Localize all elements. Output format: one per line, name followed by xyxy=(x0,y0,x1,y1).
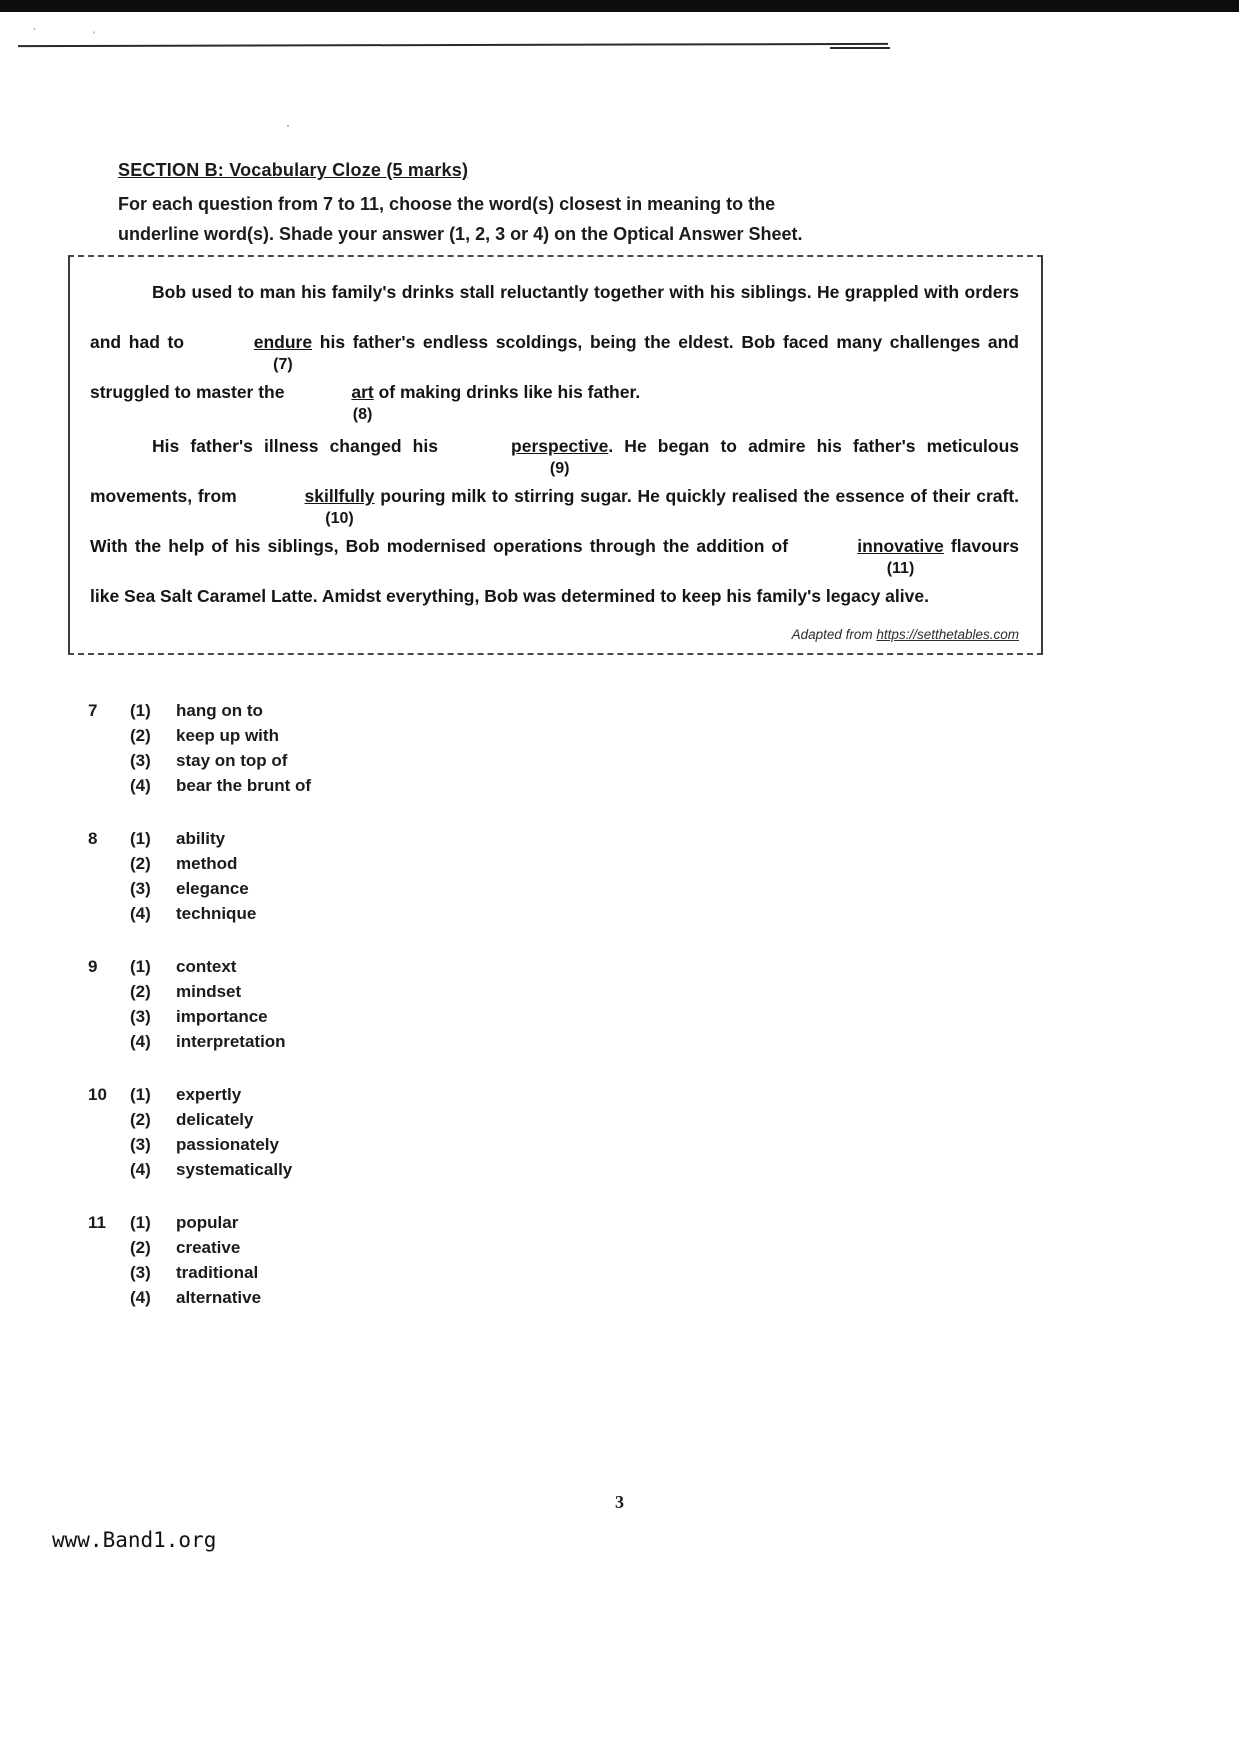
option-label: (2) xyxy=(130,726,151,745)
option-text: hang on to xyxy=(176,701,263,720)
option xyxy=(130,954,608,979)
option-text: expertly xyxy=(176,1085,242,1104)
passage-paragraph: Bob used to man his family's drinks stall reluctantly together with his siblings. He grappled with orders and had to endure (7) his father's endless scoldings, being the eldest. Bob faced many challenges and struggled to master the art (8) of making drinks like his father. xyxy=(90,267,1019,417)
option-text: stay on top of xyxy=(176,751,288,770)
option-list xyxy=(130,954,608,1054)
option-list xyxy=(130,1210,608,1310)
instructions xyxy=(118,189,998,249)
question-9 xyxy=(88,954,608,1054)
option xyxy=(130,748,608,773)
option xyxy=(130,851,608,876)
option-text: technique xyxy=(176,904,257,923)
option-label: (2) xyxy=(130,1238,151,1257)
blank-number: (7) xyxy=(273,356,293,373)
option xyxy=(130,1285,608,1310)
blank-number: (9) xyxy=(549,460,570,477)
scan-horizontal-rule-fragment xyxy=(830,47,890,49)
option xyxy=(130,901,608,926)
option-text: method xyxy=(176,854,238,873)
option-text: delicately xyxy=(176,1110,254,1129)
scan-artifact: · xyxy=(286,118,290,132)
underlined-word: innovative (11) xyxy=(795,535,944,557)
underlined-word: endure (7) xyxy=(192,331,312,353)
question-number: 7 xyxy=(88,701,98,720)
source-prefix: Adapted from xyxy=(791,627,877,642)
option-label: (1) xyxy=(130,829,151,848)
option-label: (4) xyxy=(130,776,151,795)
option-text: mindset xyxy=(176,982,242,1001)
option-label: (4) xyxy=(130,1288,151,1307)
option xyxy=(130,826,608,851)
question-11 xyxy=(88,1210,608,1310)
option-label: (1) xyxy=(130,1085,151,1104)
questions xyxy=(88,698,608,1338)
underlined-word: art (8) xyxy=(289,381,373,403)
option xyxy=(130,1029,608,1054)
option-label: (2) xyxy=(130,982,151,1001)
page-number: 3 xyxy=(615,1492,624,1512)
option-text: passionately xyxy=(176,1135,279,1154)
question-number: 9 xyxy=(88,957,98,976)
source-attribution xyxy=(90,623,1019,647)
option-text: systematically xyxy=(176,1160,293,1179)
section-header xyxy=(118,160,998,249)
option xyxy=(130,1210,608,1235)
passage-paragraphs xyxy=(90,267,1019,621)
passage-box xyxy=(68,255,1043,655)
option-list xyxy=(130,698,608,798)
option-label: (2) xyxy=(130,854,151,873)
option xyxy=(130,1082,608,1107)
option-text: bear the brunt of xyxy=(176,776,312,795)
option xyxy=(130,979,608,1004)
option-text: keep up with xyxy=(176,726,279,745)
scan-artifact: ˙ xyxy=(33,26,37,40)
option-label: (3) xyxy=(130,1263,151,1282)
underlined-word: skillfully (10) xyxy=(243,485,375,507)
option xyxy=(130,1260,608,1285)
option-label: (4) xyxy=(130,904,151,923)
question-number: 11 xyxy=(88,1213,106,1232)
instructions-line-2: underline word(s). Shade your answer (1, 2, 3 or 4) on the Optical Answer Sheet. xyxy=(118,224,803,244)
option-list xyxy=(130,826,608,926)
option xyxy=(130,876,608,901)
option-label: (3) xyxy=(130,1135,151,1154)
question-10 xyxy=(88,1082,608,1182)
question-number: 8 xyxy=(88,829,98,848)
option xyxy=(130,1107,608,1132)
option-label: (3) xyxy=(130,1007,151,1026)
option xyxy=(130,773,608,798)
instructions-line-1: For each question from 7 to 11, choose the word(s) closest in meaning to the xyxy=(118,194,776,214)
watermark: www.Band1.org xyxy=(52,1528,217,1552)
option xyxy=(130,723,608,748)
blank-number: (10) xyxy=(325,510,354,527)
option xyxy=(130,1132,608,1157)
option-text: interpretation xyxy=(176,1032,286,1051)
option-label: (1) xyxy=(130,1213,151,1232)
option-label: (1) xyxy=(130,701,151,720)
option xyxy=(130,1004,608,1029)
option-text: traditional xyxy=(176,1263,259,1282)
option xyxy=(130,1157,608,1182)
question-7 xyxy=(88,698,608,798)
option xyxy=(130,1235,608,1260)
scan-artifact: ˒ xyxy=(92,23,96,37)
question-number: 10 xyxy=(88,1085,107,1104)
scan-horizontal-rule xyxy=(18,43,888,47)
option-text: creative xyxy=(176,1238,241,1257)
source-url: https://setthetables.com xyxy=(876,627,1019,642)
option-text: importance xyxy=(176,1007,268,1026)
option-label: (1) xyxy=(130,957,151,976)
option-label: (4) xyxy=(130,1032,151,1051)
blank-number: (8) xyxy=(352,406,373,423)
option-text: popular xyxy=(176,1213,239,1232)
option-label: (3) xyxy=(130,751,151,770)
option-label: (3) xyxy=(130,879,151,898)
section-title: SECTION B: Vocabulary Cloze (5 marks) xyxy=(118,160,469,180)
option-list xyxy=(130,1082,608,1182)
blank-number: (11) xyxy=(886,560,915,577)
option-text: elegance xyxy=(176,879,249,898)
scan-top-black-bar xyxy=(0,0,1239,12)
underlined-word: perspective (9) xyxy=(449,435,608,457)
passage-paragraph: His father's illness changed his perspective (9) . He began to admire his father's meticulous movements, from skillfully (10) pouring milk to stirring sugar. He quickly realised the essence of their craft. With the help of his siblings, Bob modernised operations through the addition of innovative (11) flavours like Sea Salt Caramel Latte. Amidst everything, Bob was determined to keep his family's legacy alive. xyxy=(90,436,1020,606)
option-text: context xyxy=(176,957,237,976)
option-label: (2) xyxy=(130,1110,151,1129)
question-8 xyxy=(88,826,608,926)
option-text: ability xyxy=(176,829,226,848)
option-label: (4) xyxy=(130,1160,151,1179)
option xyxy=(130,698,608,723)
option-text: alternative xyxy=(176,1288,262,1307)
